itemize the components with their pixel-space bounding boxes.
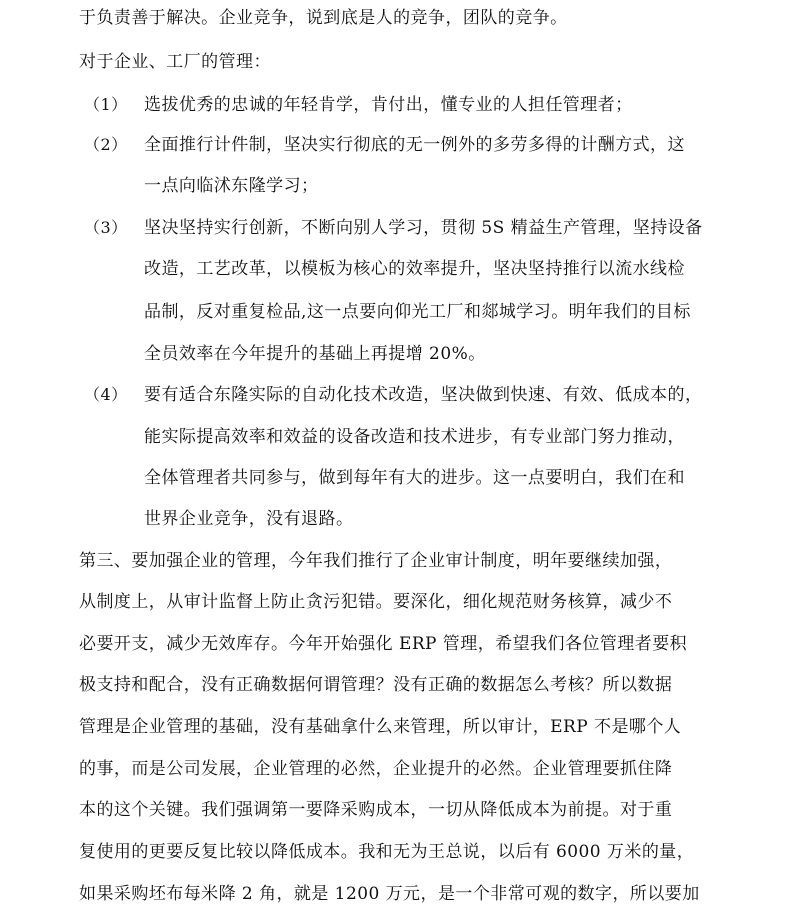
paragraph-line: 第三、要加强企业的管理，今年我们推行了企业审计制度，明年要继续加强， (79, 551, 673, 571)
list-item-text: 品制，反对重复检品,这一点要向仰光工厂和郯城学习。明年我们的目标 (144, 302, 691, 322)
paragraph-line: 极支持和配合，没有正确数据何谓管理？没有正确的数据怎么考核？所以数据 (79, 675, 673, 695)
paragraph-line: 管理是企业管理的基础，没有基础拿什么来管理，所以审计，ERP 不是哪个人 (79, 717, 682, 737)
list-item-text: 能实际提高效率和效益的设备改造和技术进步，有专业部门努力推动， (144, 427, 685, 447)
list-item-number: （4） (84, 385, 128, 404)
list-item-text: 全员效率在今年提升的基础上再提增 20%。 (144, 344, 486, 364)
list-item-number: （1） (84, 95, 128, 114)
paragraph-line: 的事，而是公司发展，企业管理的必然，企业提升的必然。企业管理要抓住降 (79, 759, 673, 779)
paragraph-line: 如果采购坯布每米降 2 角，就是 1200 万元，是一个非常可观的数字，所以要加 (79, 884, 700, 904)
paragraph-line: 必要开支，减少无效库存。今年开始强化 ERP 管理，希望我们各位管理者要积 (79, 634, 688, 654)
paragraph-line: 从制度上，从审计监督上防止贪污犯错。要深化，细化规范财务核算，减少不 (79, 592, 673, 612)
list-item-text: 全体管理者共同参与，做到每年有大的进步。这一点要明白，我们在和 (144, 468, 685, 488)
text-line: 于负责善于解决。企业竞争，说到底是人的竞争，团队的竞争。 (79, 8, 568, 28)
list-item-text: 要有适合东隆实际的自动化技术改造，坚决做到快速、有效、低成本的， (144, 385, 703, 405)
text-line: 对于企业、工厂的管理： (79, 52, 271, 72)
paragraph-line: 本的这个关键。我们强调第一要降采购成本，一切从降低成本为前提。对于重 (79, 800, 673, 820)
list-item-text: 改造，工艺改革，以模板为核心的效率提升，坚决坚持推行以流水线检 (144, 259, 685, 279)
list-item-text: 一点向临沭东隆学习； (144, 176, 319, 196)
list-item-text: 全面推行计件制，坚决实行彻底的无一例外的多劳多得的计酬方式，这 (144, 135, 685, 155)
paragraph-line: 复使用的更要反复比较以降低成本。我和无为王总说，以后有 6000 万米的量， (79, 842, 695, 862)
list-item-text: 选拔优秀的忠诚的年轻肯学，肯付出，懂专业的人担任管理者； (144, 95, 633, 115)
list-item-number: （2） (84, 135, 128, 154)
list-item-text: 世界企业竞争，没有退路。 (144, 509, 354, 529)
list-item-number: （3） (84, 218, 128, 237)
list-item-text: 坚决坚持实行创新，不断向别人学习，贯彻 5S 精益生产管理，坚持设备 (144, 218, 703, 238)
